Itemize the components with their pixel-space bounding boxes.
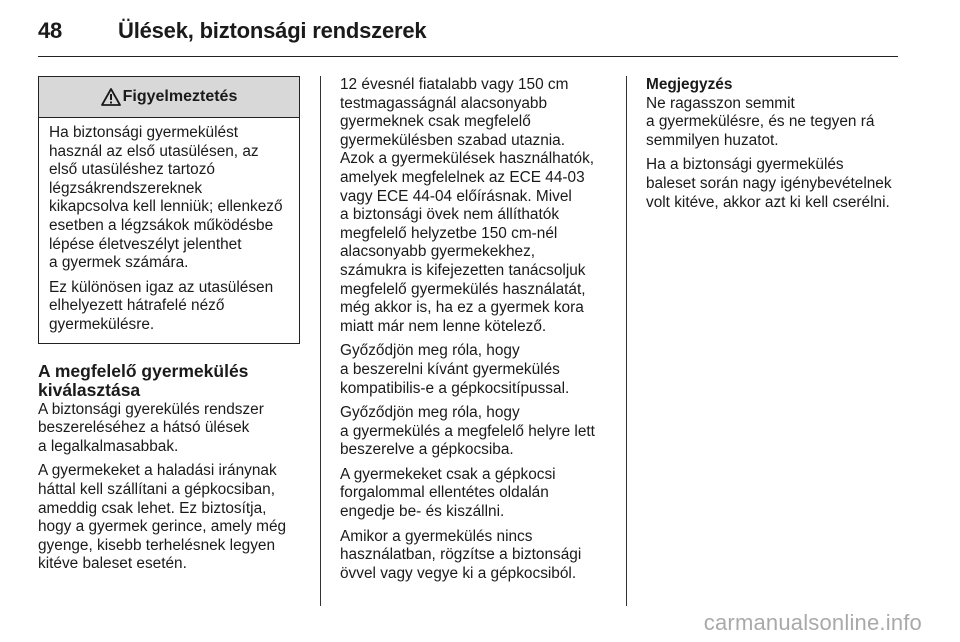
column-divider-left [320, 76, 321, 606]
warning-header [39, 77, 299, 118]
body-paragraph: Győződjön meg róla, hogy a beszerelni kívánt gyermekülés kompatibilis-e a gépkocsitípussal. [340, 342, 570, 397]
column-right [646, 76, 908, 218]
body-paragraph: A gyermekeket csak a gépkocsi forgalommal ellentétes oldalán engedje be- és kiszállni. [340, 465, 556, 521]
note-heading: Megjegyzés [646, 76, 733, 93]
column-divider-right [626, 76, 627, 606]
section-heading: A megfelelő gyermekülés kiválasztása [38, 360, 249, 401]
note-paragraph: Ne ragasszon semmit a gyermekülésre, és ne tegyen rá semmilyen huzatot. [646, 94, 875, 149]
warning-box [38, 76, 300, 344]
page-title: Ülések, biztonsági rendszerek [118, 18, 427, 43]
body-paragraph: Amikor a gyermekülés nincs használatban, rögzítse a biztonsági övvel vagy vegye ki a gépkocsiból. [340, 527, 582, 582]
page-number: 48 [38, 18, 63, 43]
warning-body [39, 118, 299, 343]
warning-title: Figyelmeztetés [122, 87, 238, 105]
body-paragraph: A biztonsági gyerekülés rendszer beszereléséhez a hátsó ülések a legalkalmasabbak. [38, 400, 264, 455]
body-paragraph: A gyermekeket a haladási iránynak háttal kell szállítani a gépkocsiban, ameddig csak lehet. Ez biztosítja, hogy a gyermek gerince, amely még gyenge, kisebb terhelésnek legyen kitéve baleset esetén. [38, 462, 287, 573]
warning-paragraph: Ha biztonsági gyermekülést használ az első utasülésen, az első utasüléshez tartozó légzsákrendszereknek kikapcsolva kell lenniük; ellenkező esetben a légzsákok működésbe lépése életveszélyt jelenthet a gyermek számára. [49, 124, 283, 272]
column-left [38, 76, 300, 580]
body-paragraph: Győződjön meg róla, hogy a gyermekülés a megfelelő helyre lett beszerelve a gépkocsiba. [340, 404, 595, 459]
page-header [38, 16, 898, 57]
watermark: carmanualsonline.info [703, 610, 922, 635]
body-paragraph: 12 évesnél fiatalabb vagy 150 cm testmagasságnál alacsonyabb gyermeknek csak megfelelő gyermekülésben szabad utaznia. Azok a gyermekülések használhatók, amelyek megfelelnek az ECE 44-03 vagy ECE 44-04 előírásnak. Mivel a biztonsági övek nem állíthatók megfelelő helyzetbe 150 cm-nél alacsonyabb gyermekekhez, számukra is kifejezetten tanácsoljuk megfelelő gyermekülés használatát, még akkor is, ha ez a gyermek kora miatt már nem lenne kötelező. [340, 76, 595, 335]
note-paragraph: Ha a biztonsági gyermekülés baleset során nagy igénybevételnek volt kitéve, akkor azt ki kell cserélni. [646, 156, 892, 211]
column-middle [340, 76, 606, 589]
warning-triangle-icon [101, 88, 121, 106]
warning-paragraph: Ez különösen igaz az utasülésen elhelyezett hátrafelé néző gyermekülésre. [49, 278, 274, 333]
